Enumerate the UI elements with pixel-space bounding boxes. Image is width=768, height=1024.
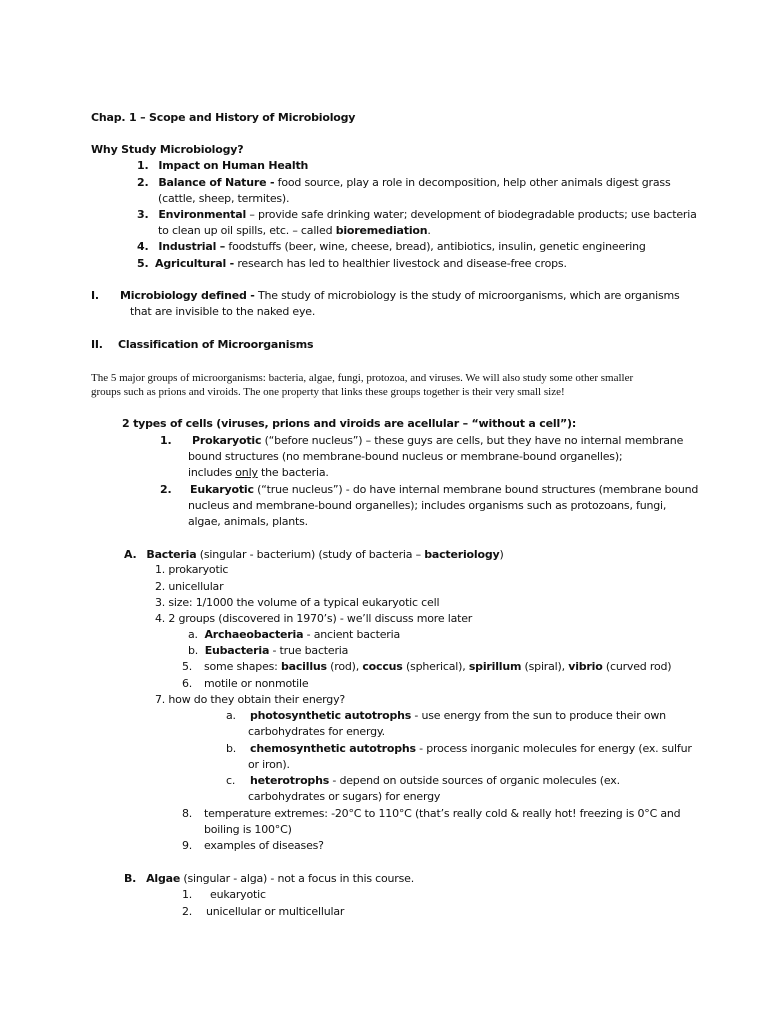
why-item-1 (137, 159, 308, 173)
group-text: - ancient bacteria (303, 628, 401, 641)
only-underlined: only (235, 466, 258, 479)
energy-text: - use energy from the sun to produce their own (411, 709, 666, 722)
bacteria-item-6: motile or nonmotile (204, 677, 309, 690)
energy-text: - process inorganic molecules for energy (ex. sulfur (415, 742, 692, 755)
energy-b-cont: or iron). (248, 758, 290, 771)
group-letter: a. (188, 628, 198, 641)
energy-label: photosynthetic autotrophs (250, 709, 412, 722)
bacteria-item-7: 7. how do they obtain their energy? (155, 693, 346, 706)
energy-label: chemosynthetic autotrophs (250, 742, 416, 755)
shape-term: coccus (362, 660, 403, 673)
bacteria-item-8-cont: boiling is 100°C) (204, 823, 292, 836)
group-letter: b. (188, 644, 199, 657)
bacteria-item-9: examples of diseases? (204, 839, 324, 852)
algae-text: (singular - alga) - not a focus in this course. (180, 872, 415, 885)
cell-text: (“true nucleus”) - do have internal membrane bound structures (membrane bound (253, 483, 699, 496)
shapes-text: (spherical), (402, 660, 469, 673)
bacteria-group-a (188, 628, 400, 642)
section-letter: B. (124, 872, 137, 885)
section-1-cont: that are invisible to the naked eye. (130, 305, 316, 318)
bacteria-item-2: 2. unicellular (155, 580, 224, 593)
cell-text: includes (188, 466, 236, 479)
why-item-text: food source, play a role in decomposition, help other animals digest grass (274, 176, 671, 189)
shape-term: bacillus (280, 660, 327, 673)
why-item-label: Agricultural - (155, 257, 235, 270)
bacteria-item-6-num: 6. (182, 677, 193, 690)
energy-label: heterotrophs (250, 774, 330, 787)
cell-2-line-2: nucleus and membrane-bound organelles); includes organisms such as protozoans, fungi, (188, 499, 667, 512)
why-item-4 (137, 240, 646, 254)
section-text: The study of microbiology is the study of microorganisms, which are organisms (254, 289, 680, 302)
cell-types-heading: 2 types of cells (viruses, prions and viroids are acellular – “without a cell”): (122, 417, 577, 430)
why-item-label: Impact on Human Health (158, 159, 309, 172)
cell-text: the bacteria. (257, 466, 329, 479)
cell-1-num: 1. (160, 434, 172, 447)
section-2-label: Classification of Microorganisms (118, 338, 314, 351)
why-item-label: Balance of Nature - (158, 176, 275, 189)
energy-c-cont: carbohydrates or sugars) for energy (248, 790, 441, 803)
shapes-text: (rod), (326, 660, 363, 673)
why-item-text: – provide safe drinking water; development of biodegradable products; use bacteria (246, 208, 697, 221)
shapes-text: (spiral), (521, 660, 569, 673)
algae-label: Algae (146, 872, 181, 885)
why-item-num: 3. (137, 208, 149, 221)
bacteria-label: Bacteria (146, 548, 197, 561)
section-label: Microbiology defined - (120, 289, 255, 302)
bacteriology-term: bacteriology (424, 548, 500, 561)
why-item-num: 2. (137, 176, 149, 189)
algae-heading (124, 872, 414, 886)
why-item-3-cont (158, 224, 431, 238)
why-item-num: 4. (137, 240, 149, 253)
section-num: II. (91, 338, 103, 351)
section-2-intro-line-1: The 5 major groups of microorganisms: bacteria, algae, fungi, protozoa, and viruses. We will also study some other smaller (91, 372, 634, 384)
bioremediation-term: bioremediation (335, 224, 428, 237)
cell-text: (“before nucleus”) – these guys are cells, but they have no internal membrane (261, 434, 684, 447)
section-num: I. (91, 289, 99, 302)
chapter-title: Chap. 1 – Scope and History of Microbiology (91, 111, 356, 124)
cell-label: Eukaryotic (190, 483, 254, 496)
bacteria-item-8: temperature extremes: -20°C to 110°C (that’s really cold & really hot! freezing is 0°C and (204, 807, 681, 820)
group-label: Archaeobacteria (204, 628, 304, 641)
shape-term: vibrio (568, 660, 603, 673)
shapes-text: (curved rod) (602, 660, 672, 673)
section-1-num (91, 289, 99, 303)
why-item-text: . (427, 224, 431, 237)
bacteria-item-1: 1. prokaryotic (155, 563, 229, 576)
energy-b (250, 742, 692, 756)
cell-1-line-3 (188, 466, 329, 480)
bacteria-item-5 (204, 660, 671, 674)
why-item-2 (137, 176, 670, 190)
energy-b-letter: b. (226, 742, 237, 755)
algae-item-1: eukaryotic (210, 888, 266, 901)
energy-c-letter: c. (226, 774, 236, 787)
bacteria-item-9-num: 9. (182, 839, 193, 852)
section-2-intro-line-2: groups such as prions and viroids. The one property that links these groups together is their very small size! (91, 386, 565, 398)
cell-2-num: 2. (160, 483, 172, 496)
why-item-text: to clean up oil spills, etc. – called (158, 224, 336, 237)
shape-term: spirillum (468, 660, 522, 673)
algae-item-2: unicellular or multicellular (206, 905, 345, 918)
cell-2-line-3: algae, animals, plants. (188, 515, 308, 528)
energy-text: - depend on outside sources of organic molecules (ex. (329, 774, 620, 787)
why-item-3 (137, 208, 697, 222)
bacteria-heading (124, 548, 504, 562)
why-item-5 (137, 257, 567, 271)
why-item-2-cont: (cattle, sheep, termites). (158, 192, 290, 205)
cell-1-line-2: bound structures (no membrane-bound nucleus or membrane-bound organelles); (188, 450, 623, 463)
why-item-label: Environmental (158, 208, 247, 221)
bacteria-item-5-num: 5. (182, 660, 193, 673)
energy-a-cont: carbohydrates for energy. (248, 725, 385, 738)
algae-item-1-num: 1. (182, 888, 193, 901)
bacteria-group-b (188, 644, 348, 658)
section-letter: A. (124, 548, 137, 561)
group-text: - true bacteria (269, 644, 349, 657)
why-item-text: research has led to healthier livestock and disease-free crops. (234, 257, 567, 270)
why-item-text: foodstuffs (beer, wine, cheese, bread), antibiotics, insulin, genetic engineering (225, 240, 646, 253)
bacteria-item-3: 3. size: 1/1000 the volume of a typical eukaryotic cell (155, 596, 440, 609)
energy-a (250, 709, 666, 723)
why-item-label: Industrial – (158, 240, 226, 253)
cell-2 (190, 483, 698, 497)
bacteria-text: (singular - bacterium) (study of bacteria – (196, 548, 425, 561)
section-1 (120, 289, 680, 303)
energy-a-letter: a. (226, 709, 236, 722)
cell-label: Prokaryotic (192, 434, 262, 447)
why-item-num: 1. (137, 159, 149, 172)
why-item-num: 5. (137, 257, 149, 270)
why-heading: Why Study Microbiology? (91, 143, 244, 156)
algae-item-2-num: 2. (182, 905, 193, 918)
bacteria-text: ) (499, 548, 504, 561)
energy-c (250, 774, 620, 788)
group-label: Eubacteria (204, 644, 270, 657)
bacteria-item-8-num: 8. (182, 807, 193, 820)
section-2-num (91, 338, 103, 352)
cell-1 (192, 434, 683, 448)
bacteria-item-4: 4. 2 groups (discovered in 1970’s) - we’ll discuss more later (155, 612, 473, 625)
shapes-text: some shapes: (204, 660, 281, 673)
